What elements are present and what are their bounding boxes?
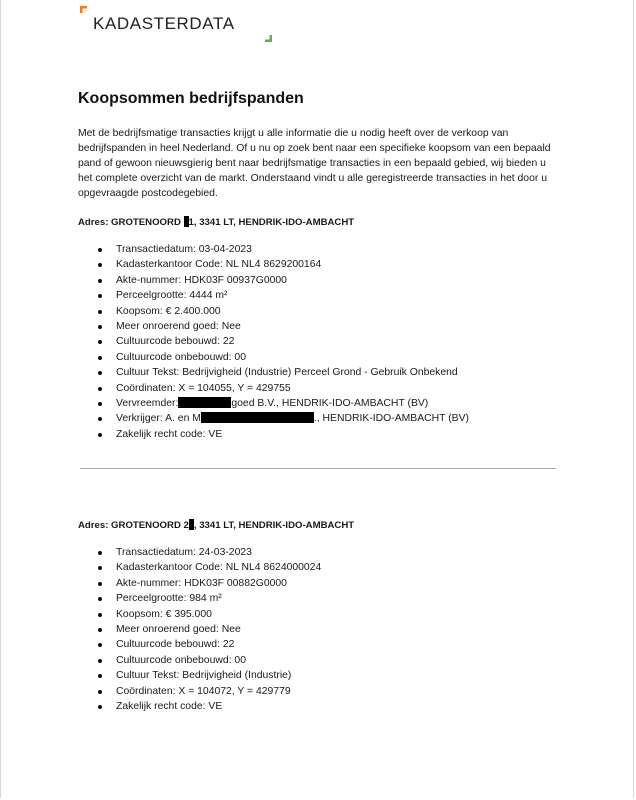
kadasterdata-logo <box>80 6 272 42</box>
transaction-details-list <box>78 242 558 442</box>
list-item-akte-nummer: Akte-nummer: HDK03F 00937G0000 <box>78 273 558 288</box>
transaction-address: Adres: GROTENOORD 2 , 3341 LT, HENDRIK-IDO-AMBACHT <box>78 520 355 531</box>
redaction-bar <box>201 412 314 423</box>
list-item-zakelijk-recht: Zakelijk recht code: VE <box>78 427 558 442</box>
list-item-vervreemder: Vervreemder: goed B.V., HENDRIK-IDO-AMBACHT (BV) <box>78 396 558 411</box>
list-item-cultuur-tekst: Cultuur Tekst: Bedrijvigheid (Industrie) <box>78 668 558 683</box>
intro-paragraph: Met de bedrijfsmatige transacties krijgt u alle informatie die u nodig heeft over de verkoop van bedrijfspanden in heel Nederland. Of u nu op zoek bent naar een specifieke koopsom van een bepaald pand of gewoon nieuwsgierig bent naar bedrijfsmatige transacties in een bepaald gebied, wij bieden u het complete overzicht van de markt. Onderstaand vindt u alle geregistreerde transacties in het door u opgevraagde postcodegebied. <box>78 128 551 199</box>
list-item-meer-onroerend-goed: Meer onroerend goed: Nee <box>78 319 558 334</box>
main-content <box>78 90 558 442</box>
list-item-cultuur-tekst: Cultuur Tekst: Bedrijvigheid (Industrie) Perceel Grond - Gebruik Onbekend <box>78 365 558 380</box>
section-divider <box>80 468 556 469</box>
list-item-akte-nummer: Akte-nummer: HDK03F 00882G0000 <box>78 576 558 591</box>
transaction-section-2 <box>78 519 558 714</box>
redaction-bar <box>178 397 231 408</box>
list-item-perceelgrootte: Perceelgrootte: 984 m² <box>78 591 558 606</box>
logo-orange-corner-icon <box>80 6 87 13</box>
list-item-cultuurcode-onbebouwd: Cultuurcode onbebouwd: 00 <box>78 350 558 365</box>
list-item-meer-onroerend-goed: Meer onroerend goed: Nee <box>78 622 558 637</box>
list-item-coordinaten: Coördinaten: X = 104055, Y = 429755 <box>78 381 558 396</box>
list-item-cultuurcode-bebouwd: Cultuurcode bebouwd: 22 <box>78 334 558 349</box>
list-item-cultuurcode-bebouwd: Cultuurcode bebouwd: 22 <box>78 637 558 652</box>
page-title: Koopsommen bedrijfspanden <box>78 90 304 107</box>
logo-green-corner-icon <box>265 35 272 42</box>
logo-text: KADASTERDATA <box>93 14 235 33</box>
list-item-verkrijger: Verkrijger: A. en M ., HENDRIK-IDO-AMBACHT (BV) <box>78 411 558 426</box>
transaction-address: Adres: GROTENOORD 1, 3341 LT, HENDRIK-IDO-AMBACHT <box>78 217 355 228</box>
list-item-kadasterkantoor: Kadasterkantoor Code: NL NL4 8624000024 <box>78 560 558 575</box>
list-item-perceelgrootte: Perceelgrootte: 4444 m² <box>78 288 558 303</box>
list-item-koopsom: Koopsom: € 395.000 <box>78 607 558 622</box>
list-item-koopsom: Koopsom: € 2.400.000 <box>78 304 558 319</box>
list-item-transactiedatum: Transactiedatum: 03-04-2023 <box>78 242 558 257</box>
list-item-zakelijk-recht: Zakelijk recht code: VE <box>78 699 558 714</box>
transaction-details-list <box>78 545 558 714</box>
list-item-coordinaten: Coördinaten: X = 104072, Y = 429779 <box>78 684 558 699</box>
list-item-transactiedatum: Transactiedatum: 24-03-2023 <box>78 545 558 560</box>
list-item-kadasterkantoor: Kadasterkantoor Code: NL NL4 8629200164 <box>78 257 558 272</box>
list-item-cultuurcode-onbebouwd: Cultuurcode onbebouwd: 00 <box>78 653 558 668</box>
